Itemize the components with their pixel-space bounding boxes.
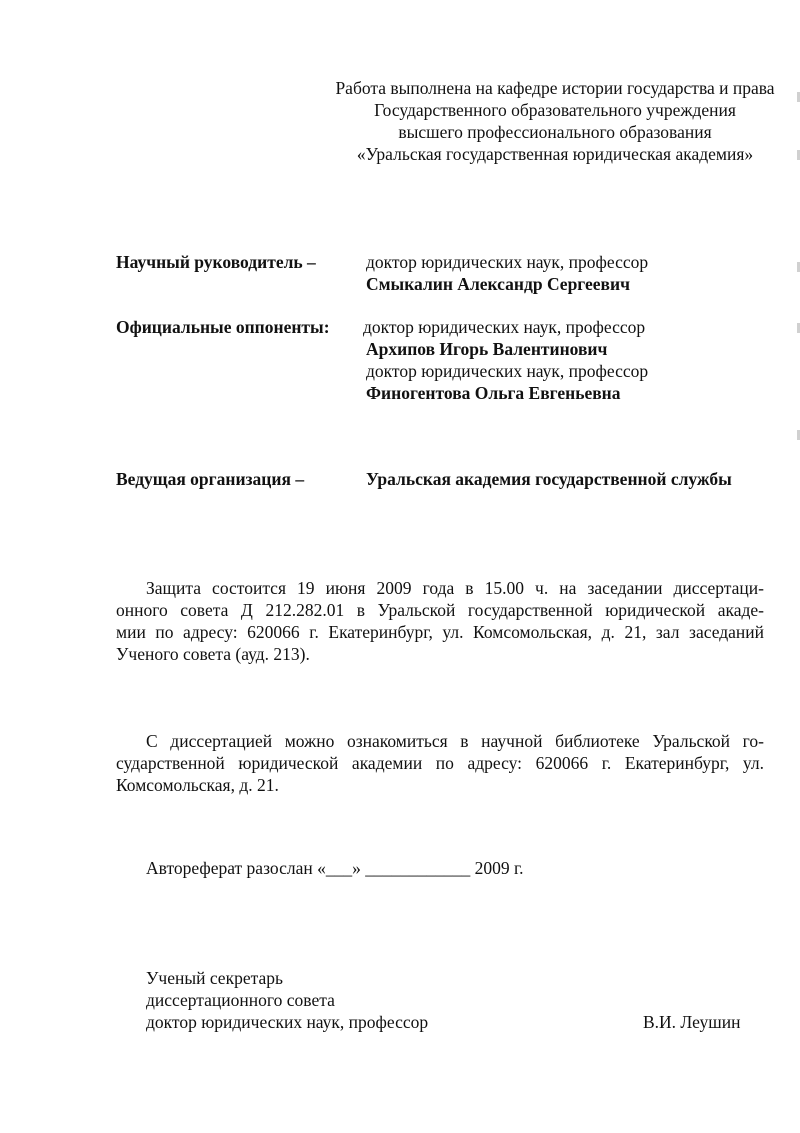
supervisor-label: Научный руководитель – bbox=[116, 252, 316, 272]
supervisor-degree: доктор юридических наук, профессор bbox=[366, 252, 649, 272]
secretary-block bbox=[146, 967, 428, 1033]
abstract-sent-line: Автореферат разослан «___» ____________ 2009 г. bbox=[146, 858, 524, 878]
defense-line-1: Защита состоится 19 июня 2009 года в 15.00 ч. на заседании диссертаци- bbox=[146, 578, 764, 598]
supervisor-name: Смыкалин Александр Сергеевич bbox=[366, 274, 630, 294]
header-line-1: Работа выполнена на кафедре истории государства и права bbox=[335, 78, 775, 98]
library-line-2: сударственной юридической академии по адресу: 620066 г. Екатеринбург, ул. bbox=[116, 753, 764, 773]
header-line-3: высшего профессионального образования bbox=[398, 122, 712, 142]
defense-paragraph bbox=[116, 577, 764, 665]
defense-line-3: мии по адресу: 620066 г. Екатеринбург, ул. Комсомольская, д. 21, зал заседаний bbox=[116, 622, 764, 642]
header-line-2: Государственного образовательного учреждения bbox=[374, 100, 736, 120]
secretary-line-1: Ученый секретарь bbox=[146, 968, 283, 988]
secretary-line-2: диссертационного совета bbox=[146, 990, 335, 1010]
opponents-label: Официальные оппоненты: bbox=[116, 317, 330, 337]
secretary-name: В.И. Леушин bbox=[643, 1012, 741, 1032]
secretary-line-3: доктор юридических наук, профессор bbox=[146, 1012, 429, 1032]
opponent-2-degree: доктор юридических наук, профессор bbox=[366, 361, 649, 381]
defense-line-2: онного совета Д 212.282.01 в Уральской государственной юридической акаде- bbox=[116, 600, 764, 620]
leading-org-name: Уральская академия государственной службы bbox=[366, 469, 732, 489]
opponent-2-name: Финогентова Ольга Евгеньевна bbox=[366, 383, 621, 403]
leading-org-label: Ведущая организация – bbox=[116, 469, 305, 489]
opponent-1-degree: доктор юридических наук, профессор bbox=[363, 317, 646, 337]
institution-header bbox=[100, 77, 800, 165]
library-line-3: Комсомольская, д. 21. bbox=[116, 775, 279, 795]
opponent-1-name: Архипов Игорь Валентинович bbox=[366, 339, 608, 359]
defense-line-4: Ученого совета (ауд. 213). bbox=[116, 644, 310, 664]
library-line-1: С диссертацией можно ознакомиться в научной библиотеке Уральской го- bbox=[146, 731, 764, 751]
header-line-4: «Уральская государственная юридическая академия» bbox=[356, 144, 754, 164]
library-paragraph bbox=[116, 730, 764, 796]
